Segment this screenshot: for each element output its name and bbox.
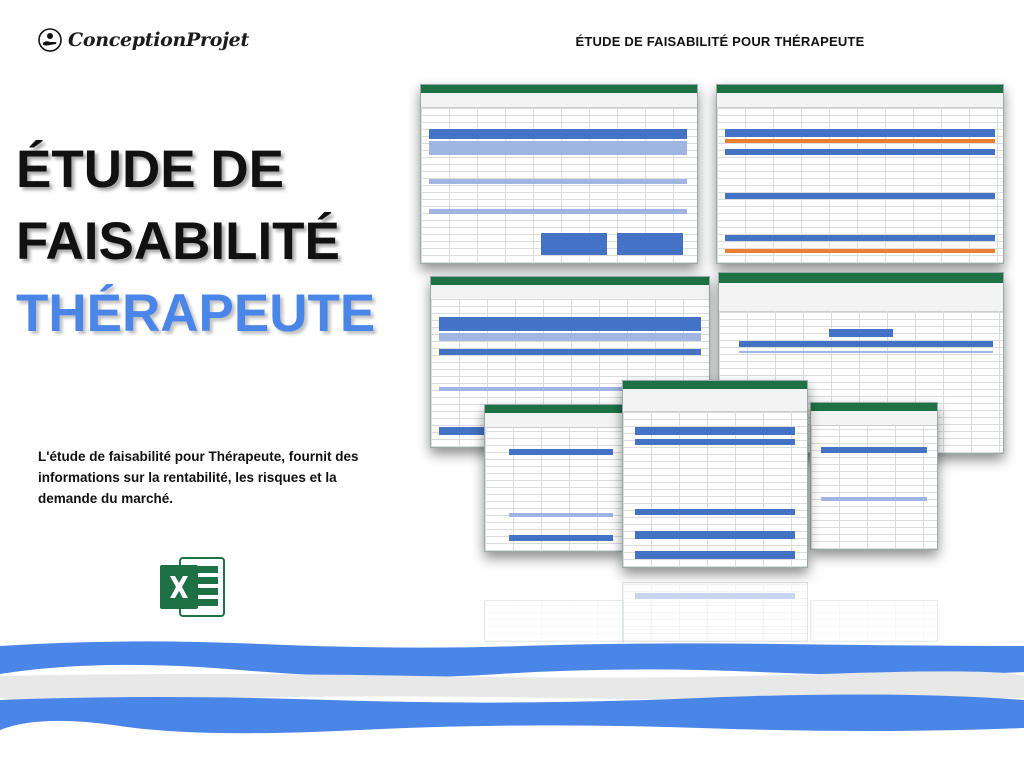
page-title — [16, 134, 416, 350]
spreadsheet-screenshot-7 — [810, 402, 938, 550]
title-line-3: THÉRAPEUTE — [16, 284, 376, 343]
logo-text: ConceptionProjet — [68, 29, 249, 51]
spreadsheet-screenshot-6 — [622, 380, 808, 568]
header-title: ÉTUDE DE FAISABILITÉ POUR THÉRAPEUTE — [575, 34, 865, 49]
spreadsheet-screenshot-5 — [484, 404, 624, 552]
decorative-stripes — [0, 638, 1024, 748]
spreadsheet-screenshot-2 — [716, 84, 1004, 264]
screenshot-collage — [400, 70, 1024, 650]
reflection-right — [810, 600, 938, 642]
spreadsheet-screenshot-1 — [420, 84, 698, 264]
reflection-left — [484, 600, 624, 642]
hand-coin-icon — [38, 28, 62, 52]
description: L'étude de faisabilité pour Thérapeute, fournit des informations sur la rentabilité, les risques et la demande du marché. — [38, 449, 359, 506]
title-line-1: ÉTUDE DE — [16, 140, 284, 199]
logo — [38, 28, 249, 52]
reflection-center — [622, 582, 808, 642]
excel-icon — [160, 556, 226, 618]
title-line-2: FAISABILITÉ — [16, 212, 340, 271]
